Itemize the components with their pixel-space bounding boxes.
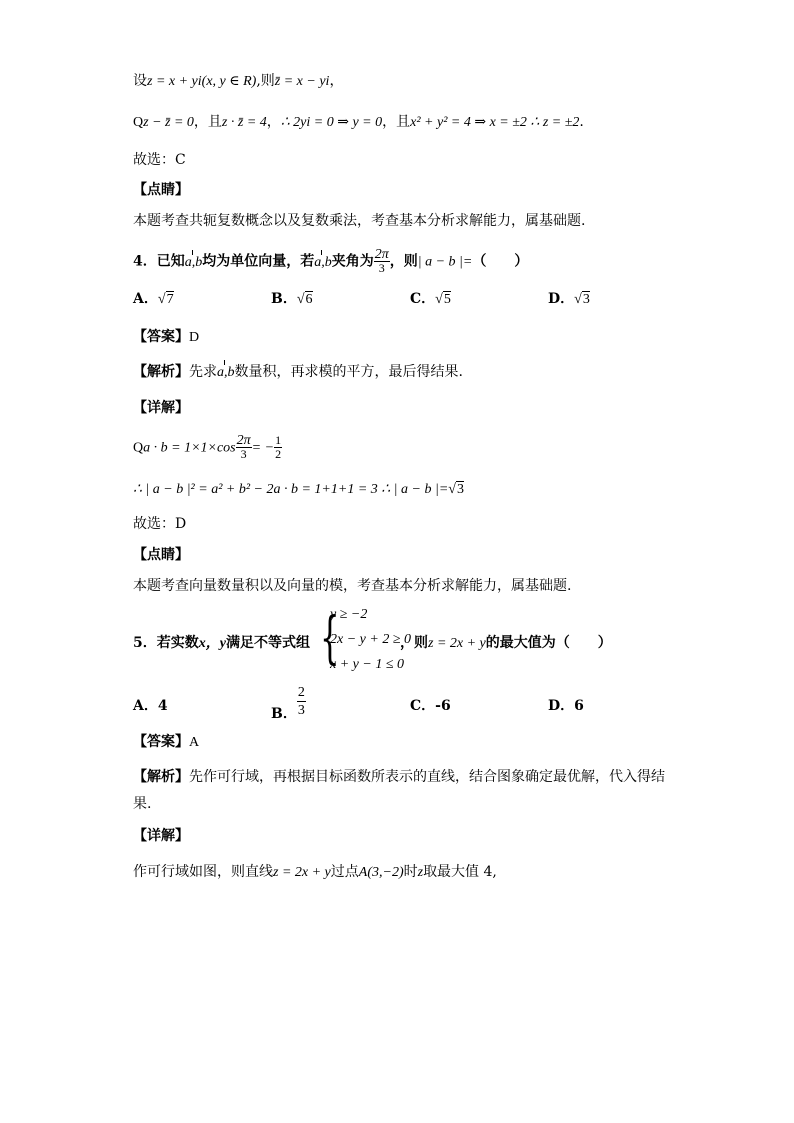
text: 5．若实数	[133, 635, 199, 651]
q4-detail-line-2	[133, 479, 464, 500]
math: z̄ = x − yi	[274, 74, 330, 89]
q3-solution-line-1	[133, 71, 343, 92]
text: ,则	[256, 73, 275, 89]
q3-point-tag: 【点睛】	[133, 182, 189, 198]
q3-choice: 故选：C	[133, 152, 186, 168]
math: x，y	[198, 636, 226, 651]
q5-option-c	[410, 696, 451, 716]
radicand: 5	[443, 292, 451, 307]
text: ，则	[389, 253, 418, 270]
math: x² + y² = 4 ⇒ x = ±2 ∴ z = ±2	[410, 115, 580, 130]
text: 取最大值 4,	[423, 864, 497, 880]
fraction-num: 2π	[374, 247, 389, 262]
q4-point-tag: 【点睛】	[133, 547, 189, 563]
text: 过点	[330, 864, 359, 880]
fraction-den: 3	[297, 703, 305, 718]
math: z = 2x + y	[428, 636, 486, 651]
option-label: B．	[271, 705, 297, 722]
math: z = x + yi(x, y ∈ R)	[147, 74, 257, 89]
inequality-row: y ≥ −2	[330, 607, 368, 622]
fraction-num: 1	[275, 433, 282, 447]
fraction-num: 2	[297, 685, 305, 700]
q4-option-b	[271, 289, 313, 310]
radicand: 7	[166, 292, 174, 307]
q5-option-b	[271, 684, 306, 722]
answer-tag: 【答案】	[133, 329, 189, 345]
answer-value: D	[189, 330, 200, 345]
fraction	[297, 684, 306, 719]
option-label: C．	[410, 291, 436, 307]
text: 作可行域如图，则直线	[133, 864, 273, 880]
q4-detail-line-1	[133, 434, 282, 461]
text: ，	[329, 73, 344, 89]
fraction	[236, 434, 252, 461]
option-value: 6	[574, 698, 584, 714]
math: a,b	[217, 363, 235, 383]
option-label: C．	[410, 698, 436, 714]
fraction	[374, 248, 390, 275]
text: （ ）	[472, 253, 529, 270]
q4-analysis	[133, 362, 463, 383]
option-label: D．	[548, 698, 575, 714]
radicand: 3	[582, 292, 590, 307]
math: z · z̄ = 4	[221, 115, 267, 130]
text: Q	[133, 440, 144, 456]
text: 先作可行域，再根据目标函数所表示的直线，结合图象确定最优解，代入得结	[189, 769, 665, 785]
sqrt: √3	[574, 292, 590, 307]
q5-detail-tag: 【详解】	[133, 828, 189, 844]
text: 4．已知	[133, 253, 185, 270]
radicand: 3	[456, 482, 464, 497]
answer-value: A	[189, 735, 200, 750]
text: ，且	[193, 114, 222, 130]
text: 夹角为	[331, 253, 374, 270]
brace: {	[320, 606, 340, 671]
text: ，且	[382, 114, 411, 130]
math: a,b	[314, 253, 332, 273]
sqrt: √7	[157, 292, 174, 307]
fraction	[274, 434, 282, 461]
q4-option-a	[133, 289, 174, 310]
option-value: -6	[435, 698, 451, 714]
q4-answer	[133, 327, 199, 348]
q3-point-text: 本题考查共轭复数概念以及复数乘法，考查基本分析求解能力，属基础题.	[133, 213, 586, 229]
inequality-row: x + y − 1 ≤ 0	[330, 657, 405, 672]
q5-stem-post	[400, 633, 612, 654]
text: 的最大值为（ ）	[485, 635, 612, 651]
q4-point-text: 本题考查向量数量积以及向量的模，考查基本分析求解能力，属基础题.	[133, 578, 572, 594]
option-value: 4	[157, 698, 168, 714]
text: 设	[133, 73, 147, 89]
math: a · b = 1×1×cos	[143, 440, 236, 456]
fraction-den: 2	[275, 447, 282, 461]
math: = −	[251, 440, 275, 456]
math: a,b	[185, 253, 203, 273]
q5-option-a	[133, 696, 168, 716]
q4-choice: 故选：D	[133, 516, 187, 532]
inequality-row: 2x − y + 2 ≥ 0	[330, 632, 412, 647]
fraction-den: 3	[378, 261, 385, 275]
answer-tag: 【答案】	[133, 734, 189, 750]
q4-option-c	[410, 289, 451, 310]
math: ∴ 2yi = 0 ⇒ y = 0	[280, 115, 383, 130]
text: ，则	[400, 635, 428, 651]
radicand: 6	[305, 292, 313, 307]
text: 均为单位向量，若	[202, 253, 315, 270]
sqrt: √6	[296, 292, 313, 307]
math: z − z̄ = 0	[143, 115, 194, 130]
math: z	[417, 865, 424, 880]
q3-solution-line-2	[133, 112, 584, 133]
sqrt: √3	[448, 482, 464, 497]
q5-stem-pre	[133, 633, 310, 654]
text: Q	[133, 115, 144, 130]
q5-detail-line	[133, 862, 497, 883]
text: .	[579, 114, 584, 130]
option-label: D．	[548, 291, 575, 307]
q5-analysis-line-1	[133, 767, 665, 787]
option-label: A．	[133, 698, 158, 714]
sqrt: √5	[435, 292, 451, 307]
math: z = 2x + y	[273, 865, 331, 880]
q4-option-d	[548, 289, 590, 310]
math: A(3,−2)	[358, 865, 404, 880]
q5-answer	[133, 732, 199, 753]
analysis-tag: 【解析】	[133, 769, 189, 785]
text: 先求	[189, 364, 217, 380]
q5-option-d	[548, 696, 584, 716]
option-label: A．	[133, 291, 158, 307]
text: 数量积，再求模的平方，最后得结果.	[234, 364, 463, 380]
q4-detail-tag: 【详解】	[133, 400, 189, 416]
math: ∴ | a − b |² = a² + b² − 2a · b = 1+1+1 = 3 ∴ | a − b |=	[133, 482, 449, 497]
math: | a − b |=	[417, 254, 473, 270]
text: 满足不等式组	[225, 635, 310, 651]
text: 时	[403, 864, 418, 880]
q5-analysis-line-2: 果.	[133, 796, 152, 812]
fraction-num: 2π	[236, 433, 251, 448]
option-label: B．	[271, 291, 297, 307]
text: ，	[266, 114, 281, 130]
analysis-tag: 【解析】	[133, 364, 189, 380]
q4-stem	[133, 248, 528, 275]
fraction-den: 3	[240, 447, 247, 461]
